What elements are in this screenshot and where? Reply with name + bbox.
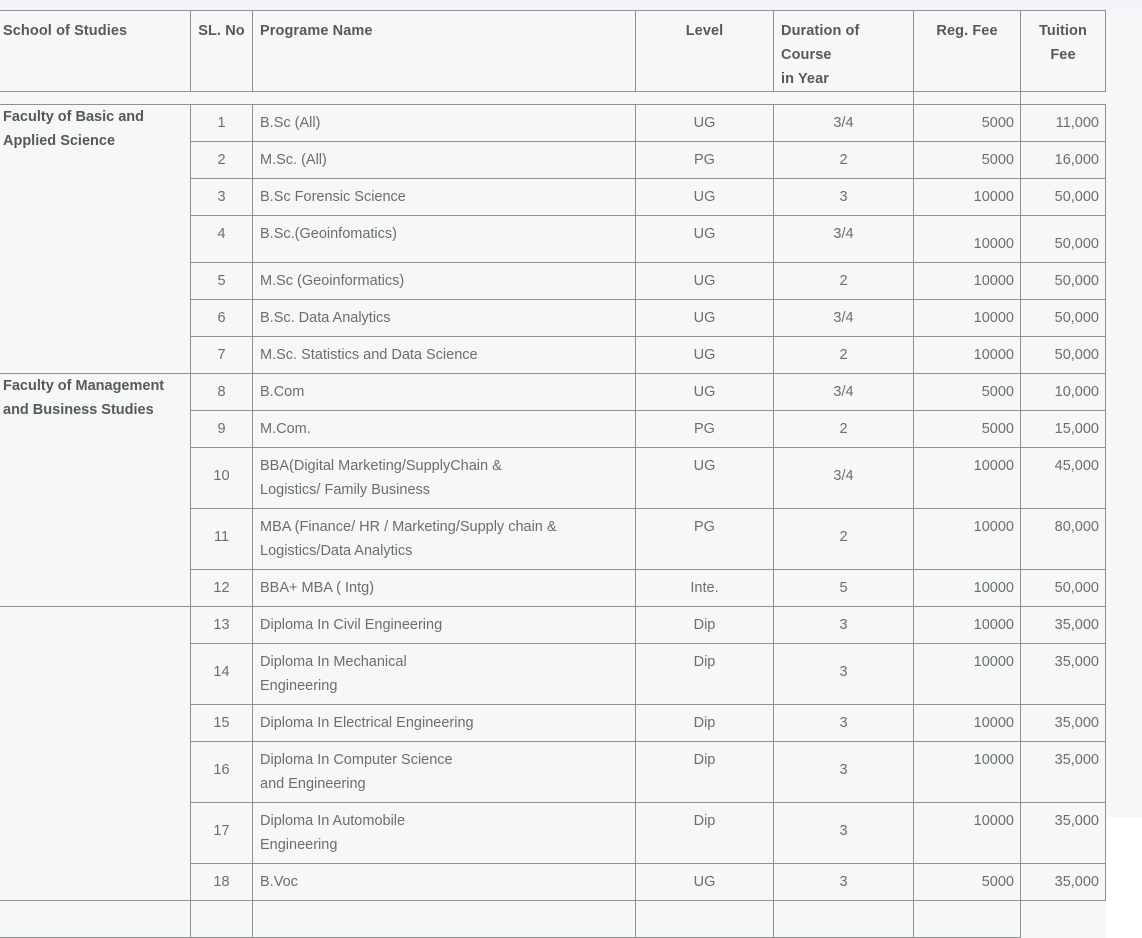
partial-cell bbox=[253, 901, 636, 938]
column-header-programe-name[interactable] bbox=[253, 11, 636, 92]
column-header-reg-fee[interactable] bbox=[914, 11, 1021, 92]
level-value: UG bbox=[693, 226, 716, 242]
level-value: UG bbox=[693, 189, 716, 205]
level-value: UG bbox=[693, 347, 716, 363]
level-value: UG bbox=[693, 273, 716, 289]
partial-cell bbox=[0, 901, 191, 938]
tuition-fee-cell bbox=[1021, 216, 1106, 263]
sl-no-value: 16 bbox=[213, 762, 230, 778]
programe-name-line-1: MBA (Finance/ HR / Marketing/Supply chain & bbox=[260, 519, 557, 535]
duration-cell bbox=[774, 570, 914, 607]
duration-cell bbox=[774, 509, 914, 570]
column-header-sl-no-label: SL. No bbox=[198, 23, 245, 39]
table-top-spacer-row bbox=[0, 92, 1106, 105]
reg-fee-value: 10000 bbox=[973, 347, 1014, 363]
programe-name-cell bbox=[253, 411, 636, 448]
reg-fee-value: 10000 bbox=[973, 273, 1014, 289]
programe-name-line-2: Logistics/Data Analytics bbox=[260, 543, 413, 559]
fee-table-wrapper bbox=[0, 10, 1105, 938]
tuition-fee-cell bbox=[1021, 374, 1106, 411]
programme-fee-table bbox=[0, 10, 1106, 938]
programe-name-value bbox=[253, 411, 635, 447]
reg-fee-cell bbox=[914, 509, 1021, 570]
level-value: UG bbox=[693, 458, 716, 474]
programe-name-line-1: B.Sc (All) bbox=[260, 115, 321, 131]
programe-name-value bbox=[253, 263, 635, 299]
reg-fee-cell bbox=[914, 803, 1021, 864]
programe-name-value bbox=[253, 803, 635, 863]
partial-cell-value bbox=[636, 901, 773, 937]
tuition-fee-cell bbox=[1021, 263, 1106, 300]
programe-name-cell bbox=[253, 448, 636, 509]
school-of-studies-cell bbox=[0, 105, 191, 374]
tuition-fee-cell bbox=[1021, 448, 1106, 509]
tuition-fee-value: 16,000 bbox=[1054, 152, 1099, 168]
tuition-fee-cell bbox=[1021, 644, 1106, 705]
duration-cell bbox=[774, 705, 914, 742]
programe-name-cell bbox=[253, 803, 636, 864]
level-value: Dip bbox=[693, 752, 716, 768]
duration-value: 3/4 bbox=[833, 468, 854, 484]
duration-cell bbox=[774, 105, 914, 142]
tuition-fee-value: 50,000 bbox=[1054, 580, 1099, 596]
programe-name-line-1: M.Sc (Geoinformatics) bbox=[260, 273, 405, 289]
programe-name-value bbox=[253, 509, 635, 569]
sl-no-value: 11 bbox=[213, 529, 230, 545]
programe-name-line-1: B.Sc Forensic Science bbox=[260, 189, 406, 205]
sl-no-cell bbox=[191, 411, 253, 448]
level-value: Inte. bbox=[690, 580, 719, 596]
programe-name-line-2: Engineering bbox=[260, 837, 338, 853]
partial-cell bbox=[191, 901, 253, 938]
table-row bbox=[0, 374, 1106, 411]
duration-value: 3 bbox=[839, 715, 848, 731]
duration-cell bbox=[774, 411, 914, 448]
programe-name-value bbox=[253, 300, 635, 336]
programe-name-cell bbox=[253, 644, 636, 705]
sl-no-value: 14 bbox=[213, 664, 230, 680]
sl-no-value: 12 bbox=[213, 580, 230, 596]
sl-no-cell bbox=[191, 705, 253, 742]
reg-fee-value: 10000 bbox=[973, 813, 1014, 829]
programe-name-line-1: B.Voc bbox=[260, 874, 298, 890]
duration-value: 5 bbox=[839, 580, 848, 596]
sl-no-cell bbox=[191, 337, 253, 374]
tuition-fee-cell bbox=[1021, 509, 1106, 570]
table-row-partial bbox=[0, 901, 1106, 938]
reg-fee-value: 10000 bbox=[973, 580, 1014, 596]
sl-no-cell bbox=[191, 300, 253, 337]
duration-cell bbox=[774, 337, 914, 374]
sl-no-value: 2 bbox=[217, 152, 226, 168]
programe-name-cell bbox=[253, 864, 636, 901]
column-header-level[interactable] bbox=[636, 11, 774, 92]
column-header-duration[interactable] bbox=[774, 11, 914, 92]
reg-fee-cell bbox=[914, 864, 1021, 901]
reg-fee-value: 5000 bbox=[981, 874, 1014, 890]
level-value: PG bbox=[694, 519, 715, 535]
programe-name-line-1: Diploma In Automobile bbox=[260, 813, 406, 829]
level-cell bbox=[636, 300, 774, 337]
school-line-1: Faculty of Basic and bbox=[3, 109, 145, 125]
reg-fee-cell bbox=[914, 742, 1021, 803]
programe-name-line-1: Diploma In Electrical Engineering bbox=[260, 715, 474, 731]
spacer-cell-tuition bbox=[1021, 92, 1106, 105]
sl-no-cell bbox=[191, 179, 253, 216]
reg-fee-value: 10000 bbox=[973, 236, 1014, 252]
tuition-fee-cell bbox=[1021, 864, 1106, 901]
column-header-reg-fee-label: Reg. Fee bbox=[936, 23, 998, 39]
programe-name-line-1: BBA+ MBA ( Intg) bbox=[260, 580, 375, 596]
school-of-studies-value bbox=[0, 374, 190, 422]
tuition-fee-cell bbox=[1021, 742, 1106, 803]
duration-value: 3/4 bbox=[833, 115, 854, 131]
sl-no-value: 6 bbox=[217, 310, 226, 326]
duration-value: 3 bbox=[839, 823, 848, 839]
tuition-fee-value: 50,000 bbox=[1054, 310, 1099, 326]
column-header-duration-line2: in Year bbox=[781, 71, 829, 87]
programe-name-value bbox=[253, 644, 635, 704]
school-line-2: Applied Science bbox=[3, 133, 116, 149]
level-cell bbox=[636, 607, 774, 644]
programe-name-cell bbox=[253, 263, 636, 300]
programe-name-cell bbox=[253, 607, 636, 644]
sl-no-value: 17 bbox=[213, 823, 230, 839]
reg-fee-cell bbox=[914, 263, 1021, 300]
table-body bbox=[0, 105, 1106, 938]
tuition-fee-value: 35,000 bbox=[1054, 813, 1099, 829]
sl-no-cell bbox=[191, 864, 253, 901]
reg-fee-value: 5000 bbox=[981, 152, 1014, 168]
reg-fee-cell bbox=[914, 570, 1021, 607]
level-cell bbox=[636, 742, 774, 803]
programe-name-cell bbox=[253, 570, 636, 607]
programe-name-value bbox=[253, 864, 635, 900]
sl-no-cell bbox=[191, 448, 253, 509]
duration-cell bbox=[774, 607, 914, 644]
sl-no-cell bbox=[191, 742, 253, 803]
duration-cell bbox=[774, 803, 914, 864]
level-cell bbox=[636, 803, 774, 864]
reg-fee-cell bbox=[914, 216, 1021, 263]
tuition-fee-cell bbox=[1021, 411, 1106, 448]
duration-cell bbox=[774, 448, 914, 509]
tuition-fee-cell bbox=[1021, 803, 1106, 864]
level-cell bbox=[636, 179, 774, 216]
tuition-fee-value: 15,000 bbox=[1054, 421, 1099, 437]
column-header-tuition-fee-label: Tuition Fee bbox=[1039, 23, 1087, 63]
partial-cell bbox=[914, 901, 1021, 938]
spacer-cell-left bbox=[0, 92, 914, 105]
level-cell bbox=[636, 570, 774, 607]
duration-value: 3 bbox=[839, 762, 848, 778]
level-value: UG bbox=[693, 310, 716, 326]
sl-no-cell bbox=[191, 105, 253, 142]
reg-fee-cell bbox=[914, 179, 1021, 216]
sl-no-value: 15 bbox=[213, 715, 230, 731]
tuition-fee-cell bbox=[1021, 607, 1106, 644]
duration-value: 3 bbox=[839, 189, 848, 205]
tuition-fee-cell bbox=[1021, 300, 1106, 337]
reg-fee-value: 5000 bbox=[981, 115, 1014, 131]
programe-name-line-2: and Engineering bbox=[260, 776, 366, 792]
duration-cell bbox=[774, 263, 914, 300]
reg-fee-cell bbox=[914, 300, 1021, 337]
programe-name-line-1: BBA(Digital Marketing/SupplyChain & bbox=[260, 458, 502, 474]
programe-name-line-2: Logistics/ Family Business bbox=[260, 482, 431, 498]
programe-name-value bbox=[253, 337, 635, 373]
programe-name-value bbox=[253, 142, 635, 178]
sl-no-cell bbox=[191, 374, 253, 411]
tuition-fee-cell bbox=[1021, 179, 1106, 216]
programe-name-cell bbox=[253, 142, 636, 179]
tuition-fee-value: 35,000 bbox=[1054, 654, 1099, 670]
reg-fee-value: 10000 bbox=[973, 654, 1014, 670]
sl-no-value: 3 bbox=[217, 189, 226, 205]
level-cell bbox=[636, 509, 774, 570]
reg-fee-cell bbox=[914, 142, 1021, 179]
programe-name-cell bbox=[253, 742, 636, 803]
duration-cell bbox=[774, 374, 914, 411]
level-cell bbox=[636, 644, 774, 705]
reg-fee-value: 10000 bbox=[973, 310, 1014, 326]
duration-value: 3/4 bbox=[833, 384, 854, 400]
table-header-row bbox=[0, 11, 1106, 92]
duration-value: 3 bbox=[839, 874, 848, 890]
level-value: UG bbox=[693, 115, 716, 131]
school-line-2: and Business Studies bbox=[3, 402, 154, 418]
sl-no-value: 1 bbox=[217, 115, 226, 131]
column-header-school-of-studies-label: School of Studies bbox=[3, 23, 128, 39]
column-header-school-of-studies[interactable] bbox=[0, 11, 191, 92]
reg-fee-cell bbox=[914, 411, 1021, 448]
level-cell bbox=[636, 411, 774, 448]
programe-name-line-1: M.Com. bbox=[260, 421, 311, 437]
document-surface bbox=[0, 10, 1142, 890]
sl-no-cell bbox=[191, 644, 253, 705]
tuition-fee-cell bbox=[1021, 705, 1106, 742]
reg-fee-value: 5000 bbox=[981, 421, 1014, 437]
level-value: UG bbox=[693, 874, 716, 890]
duration-cell bbox=[774, 644, 914, 705]
programe-name-value bbox=[253, 179, 635, 215]
partial-cell-value bbox=[914, 901, 1020, 937]
reg-fee-cell bbox=[914, 448, 1021, 509]
duration-cell bbox=[774, 742, 914, 803]
column-header-level-label: Level bbox=[685, 23, 724, 39]
programe-name-value bbox=[253, 448, 635, 508]
programe-name-cell bbox=[253, 179, 636, 216]
reg-fee-value: 10000 bbox=[973, 617, 1014, 633]
school-line-1: Faculty of Management bbox=[3, 378, 165, 394]
column-header-duration-line1: Duration of Course bbox=[781, 23, 860, 63]
duration-cell bbox=[774, 179, 914, 216]
level-value: Dip bbox=[693, 715, 716, 731]
level-cell bbox=[636, 337, 774, 374]
level-cell bbox=[636, 142, 774, 179]
sl-no-cell bbox=[191, 216, 253, 263]
partial-cell bbox=[774, 901, 914, 938]
tuition-fee-value: 50,000 bbox=[1054, 189, 1099, 205]
level-cell bbox=[636, 374, 774, 411]
partial-cell-value bbox=[0, 901, 190, 937]
table-row bbox=[0, 607, 1106, 644]
reg-fee-cell bbox=[914, 105, 1021, 142]
sl-no-cell bbox=[191, 607, 253, 644]
duration-cell bbox=[774, 300, 914, 337]
reg-fee-cell bbox=[914, 705, 1021, 742]
partial-cell bbox=[636, 901, 774, 938]
programe-name-value bbox=[253, 570, 635, 606]
programe-name-value bbox=[253, 105, 635, 141]
sl-no-value: 13 bbox=[213, 617, 230, 633]
duration-cell bbox=[774, 142, 914, 179]
sl-no-value: 9 bbox=[217, 421, 226, 437]
duration-value: 3 bbox=[839, 664, 848, 680]
reg-fee-value: 10000 bbox=[973, 519, 1014, 535]
reg-fee-value: 10000 bbox=[973, 458, 1014, 474]
duration-value: 2 bbox=[839, 273, 848, 289]
programe-name-line-1: Diploma In Computer Science bbox=[260, 752, 453, 768]
reg-fee-cell bbox=[914, 337, 1021, 374]
sl-no-value: 10 bbox=[213, 468, 230, 484]
school-of-studies-value bbox=[0, 105, 190, 153]
school-of-studies-cell bbox=[0, 374, 191, 607]
level-value: PG bbox=[694, 421, 715, 437]
sl-no-cell bbox=[191, 509, 253, 570]
level-cell bbox=[636, 105, 774, 142]
partial-cell-value bbox=[774, 901, 913, 937]
sl-no-cell bbox=[191, 803, 253, 864]
programe-name-line-1: Diploma In Mechanical bbox=[260, 654, 407, 670]
spacer-cell-reg bbox=[914, 92, 1021, 105]
reg-fee-cell bbox=[914, 374, 1021, 411]
level-value: Dip bbox=[693, 654, 716, 670]
sl-no-value: 8 bbox=[217, 384, 226, 400]
duration-value: 2 bbox=[839, 347, 848, 363]
programe-name-value bbox=[253, 374, 635, 410]
tuition-fee-value: 50,000 bbox=[1054, 236, 1099, 252]
programe-name-cell bbox=[253, 374, 636, 411]
duration-value: 3/4 bbox=[833, 226, 854, 242]
reg-fee-value: 10000 bbox=[973, 752, 1014, 768]
programe-name-line-1: M.Sc. (All) bbox=[260, 152, 327, 168]
programe-name-line-1: B.Com bbox=[260, 384, 305, 400]
reg-fee-cell bbox=[914, 607, 1021, 644]
sl-no-value: 7 bbox=[217, 347, 226, 363]
level-value: Dip bbox=[693, 813, 716, 829]
column-header-duration-lines bbox=[774, 11, 913, 91]
programe-name-cell bbox=[253, 216, 636, 263]
reg-fee-value: 10000 bbox=[973, 189, 1014, 205]
partial-cell-value bbox=[191, 901, 252, 937]
tuition-fee-cell bbox=[1021, 142, 1106, 179]
sl-no-cell bbox=[191, 570, 253, 607]
level-cell bbox=[636, 864, 774, 901]
programe-name-line-2: Engineering bbox=[260, 678, 338, 694]
duration-value: 3 bbox=[839, 617, 848, 633]
table-row bbox=[0, 105, 1106, 142]
programe-name-line-1: Diploma In Civil Engineering bbox=[260, 617, 443, 633]
tuition-fee-value: 50,000 bbox=[1054, 347, 1099, 363]
programe-name-line-1: M.Sc. Statistics and Data Science bbox=[260, 347, 478, 363]
duration-cell bbox=[774, 864, 914, 901]
tuition-fee-value: 80,000 bbox=[1054, 519, 1099, 535]
tuition-fee-value: 11,000 bbox=[1055, 115, 1099, 131]
sl-no-value: 5 bbox=[217, 273, 226, 289]
sl-no-cell bbox=[191, 142, 253, 179]
column-header-programe-name-label: Programe Name bbox=[260, 23, 373, 39]
reg-fee-cell bbox=[914, 644, 1021, 705]
tuition-fee-value: 35,000 bbox=[1054, 617, 1099, 633]
column-header-tuition-fee[interactable] bbox=[1021, 11, 1106, 92]
tuition-fee-cell bbox=[1021, 337, 1106, 374]
duration-cell bbox=[774, 216, 914, 263]
tuition-fee-value: 35,000 bbox=[1054, 874, 1099, 890]
sl-no-value: 18 bbox=[213, 874, 230, 890]
tuition-fee-value: 10,000 bbox=[1054, 384, 1099, 400]
tuition-fee-value: 50,000 bbox=[1054, 273, 1099, 289]
level-cell bbox=[636, 448, 774, 509]
duration-value: 2 bbox=[839, 529, 848, 545]
tuition-fee-value: 45,000 bbox=[1054, 458, 1099, 474]
tuition-fee-cell bbox=[1021, 570, 1106, 607]
reg-fee-value: 5000 bbox=[981, 384, 1014, 400]
level-cell bbox=[636, 705, 774, 742]
programe-name-cell bbox=[253, 337, 636, 374]
level-cell bbox=[636, 263, 774, 300]
programe-name-line-1: B.Sc. Data Analytics bbox=[260, 310, 391, 326]
programe-name-cell bbox=[253, 105, 636, 142]
programe-name-value bbox=[253, 742, 635, 802]
partial-cell-value bbox=[253, 901, 635, 937]
level-cell bbox=[636, 216, 774, 263]
sl-no-value: 4 bbox=[217, 226, 226, 242]
programe-name-cell bbox=[253, 705, 636, 742]
level-value: PG bbox=[694, 152, 715, 168]
tuition-fee-value: 35,000 bbox=[1054, 752, 1099, 768]
reg-fee-value: 10000 bbox=[973, 715, 1014, 731]
level-value: UG bbox=[693, 384, 716, 400]
programe-name-cell bbox=[253, 300, 636, 337]
column-header-sl-no[interactable] bbox=[191, 11, 253, 92]
level-value: Dip bbox=[693, 617, 716, 633]
sl-no-cell bbox=[191, 263, 253, 300]
duration-value: 3/4 bbox=[833, 310, 854, 326]
duration-value: 2 bbox=[839, 421, 848, 437]
school-of-studies-cell bbox=[0, 607, 191, 901]
tuition-fee-cell bbox=[1021, 105, 1106, 142]
duration-value: 2 bbox=[839, 152, 848, 168]
programe-name-cell bbox=[253, 509, 636, 570]
tuition-fee-value: 35,000 bbox=[1054, 715, 1099, 731]
programe-name-value bbox=[253, 607, 635, 643]
programe-name-value bbox=[253, 216, 635, 252]
programe-name-line-1: B.Sc.(Geoinfomatics) bbox=[260, 226, 397, 242]
programe-name-value bbox=[253, 705, 635, 741]
